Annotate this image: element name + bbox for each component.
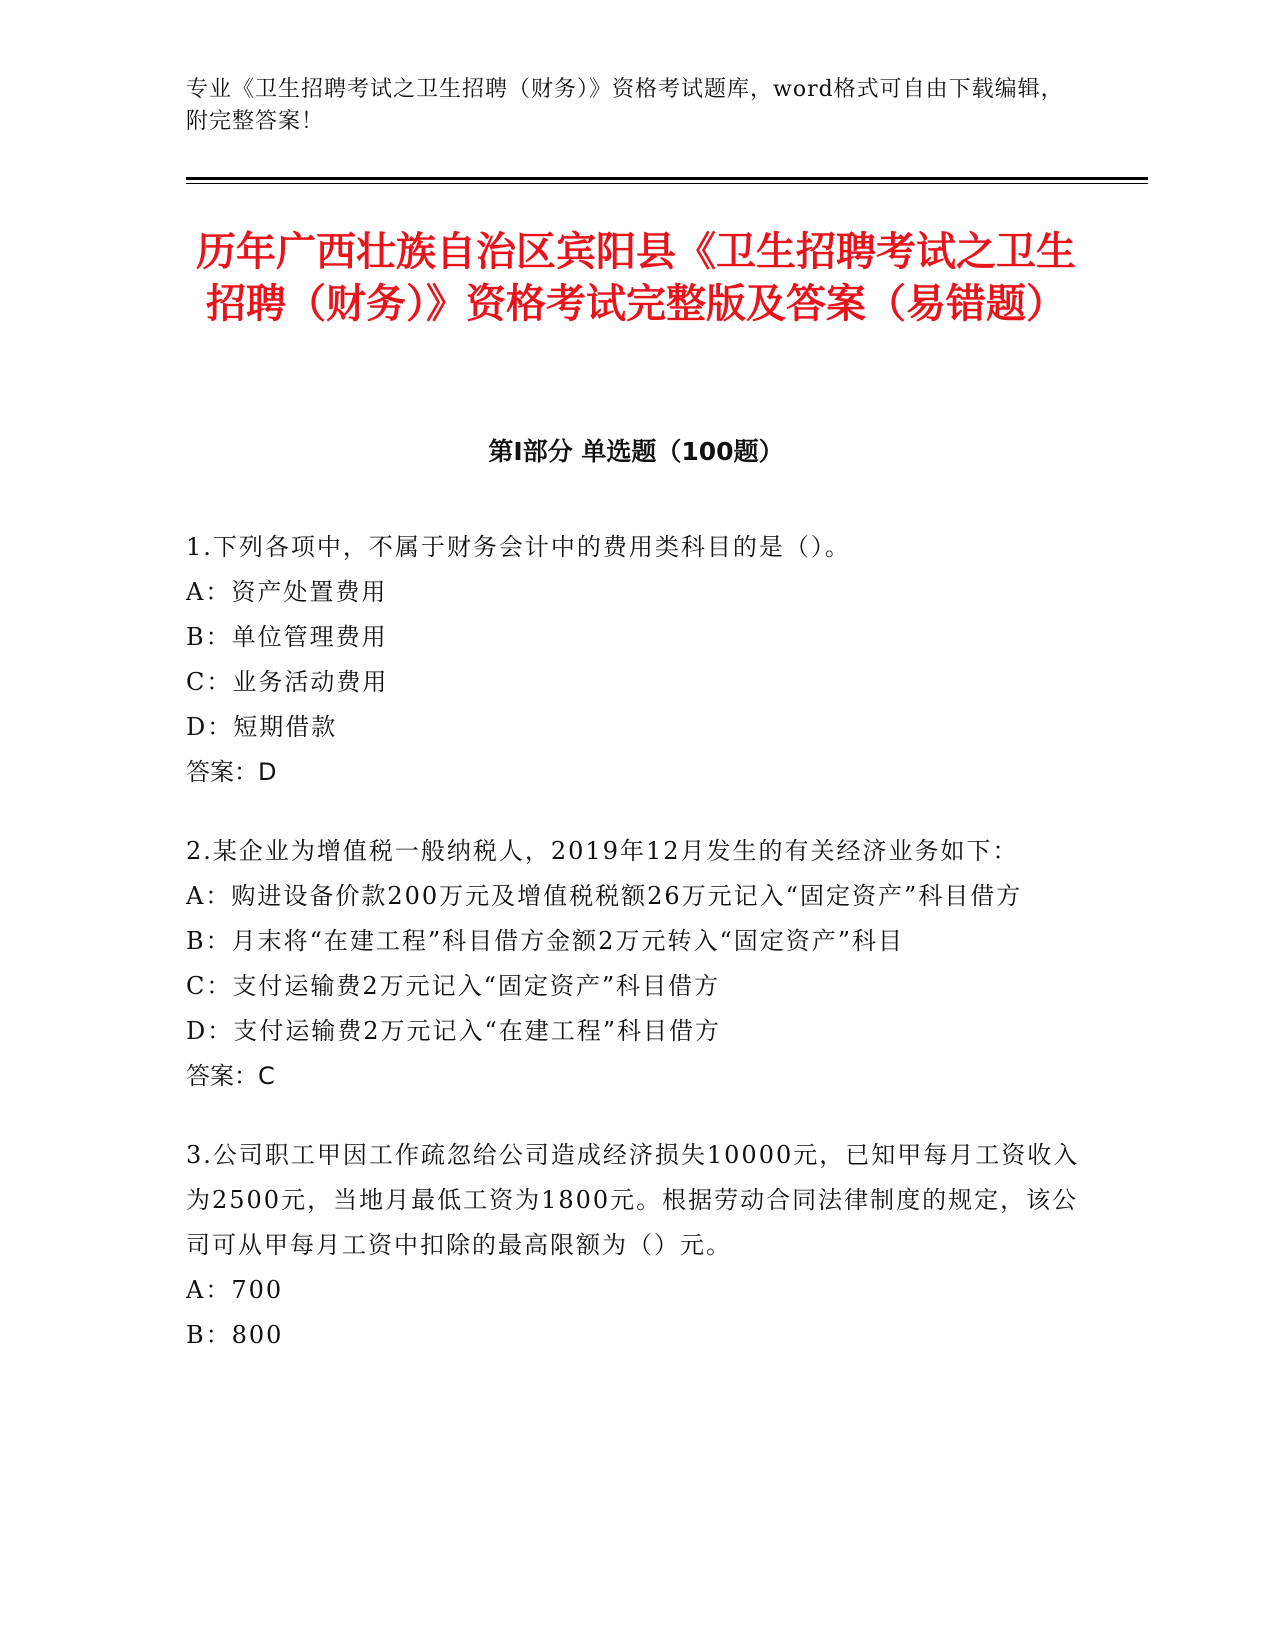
option-a: A：购进设备价款200万元及增值税税额26万元记入“固定资产”科目借方 (186, 882, 1023, 910)
option-b: B：800 (186, 1321, 284, 1349)
answer: 答案：D (186, 758, 277, 786)
question-1 (186, 525, 1086, 795)
question-list (186, 525, 1086, 1392)
header-note: 专业《卫生招聘考试之卫生招聘（财务）》资格考试题库，word格式可自由下载编辑，附完整答案！ (186, 77, 1064, 134)
option-a: A：资产处置费用 (186, 578, 388, 606)
option-b: B：单位管理费用 (186, 623, 388, 651)
header-rule-thick (186, 177, 1148, 180)
section-heading: 第Ⅰ部分 单选题（100题） (488, 437, 784, 466)
question-3 (186, 1133, 1086, 1358)
option-c: C：支付运输费2万元记入“固定资产”科目借方 (186, 972, 721, 1000)
header-rule-thin (186, 183, 1148, 184)
answer: 答案：C (186, 1062, 275, 1090)
question-stem: 1.下列各项中，不属于财务会计中的费用类科目的是（）。 (186, 533, 851, 561)
question-2 (186, 829, 1086, 1099)
question-stem: 2.某企业为增值税一般纳税人，2019年12月发生的有关经济业务如下： (186, 837, 1019, 865)
option-c: C：业务活动费用 (186, 668, 389, 696)
option-d: D：短期借款 (186, 713, 338, 741)
question-stem: 3.公司职工甲因工作疏忽给公司造成经济损失10000元，已知甲每月工资收入为2500元，当地月最低工资为1800元。根据劳动合同法律制度的规定，该公司可从甲每月工资中扣除的最高限额为（）元。 (186, 1141, 1080, 1259)
option-b: B：月末将“在建工程”科目借方金额2万元转入“固定资产”科目 (186, 927, 904, 955)
option-a: A：700 (186, 1276, 284, 1304)
document-title: 历年广西壮族自治区宾阳县《卫生招聘考试之卫生招聘（财务）》资格考试完整版及答案（易错题） (196, 229, 1076, 327)
option-d: D：支付运输费2万元记入“在建工程”科目借方 (186, 1017, 722, 1045)
